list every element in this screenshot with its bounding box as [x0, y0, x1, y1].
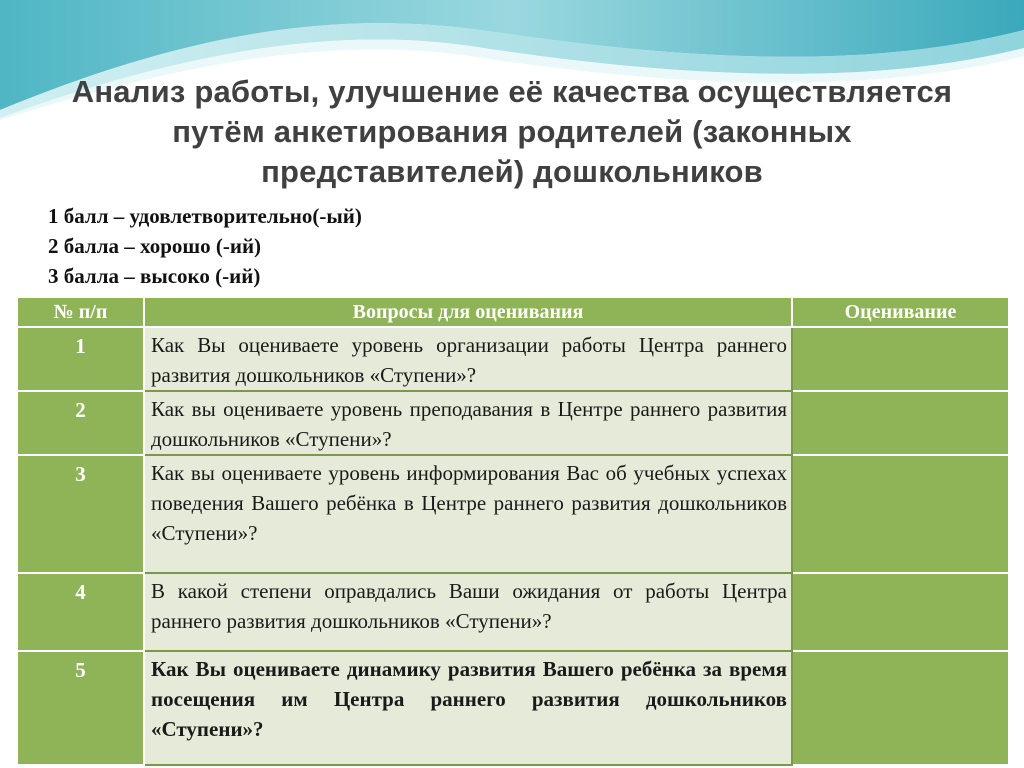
question-text: Как Вы оцениваете уровень организации работы Центра раннего развития дошкольников «Ступени»?	[144, 327, 792, 391]
slide-title-line-1: Анализ работы, улучшение её качества осуществляется	[71, 74, 953, 109]
score-legend	[48, 201, 362, 291]
question-text: В какой степени оправдались Ваши ожидания от работы Центра раннего развития дошкольников «Ступени»?	[144, 573, 792, 651]
score-cell[interactable]	[792, 573, 1009, 651]
table-row	[17, 391, 1009, 455]
column-header-score: Оценивание	[792, 297, 1009, 327]
table-row	[17, 455, 1009, 573]
question-text: Как вы оцениваете уровень преподавания в Центре раннего развития дошкольников «Ступени»?	[144, 391, 792, 455]
score-cell[interactable]	[792, 391, 1009, 455]
table-row	[17, 573, 1009, 651]
row-number: 4	[17, 573, 144, 651]
legend-item: 3 балла – высоко (-ий)	[48, 264, 261, 288]
score-cell[interactable]	[792, 651, 1009, 765]
question-text: Как Вы оцениваете динамику развития Вашего ребёнка за время посещения им Центра раннего развития дошкольников «Ступени»?	[144, 651, 792, 765]
legend-item: 2 балла – хорошо (-ий)	[48, 234, 262, 258]
table-row	[17, 327, 1009, 391]
questionnaire-table	[16, 296, 1010, 766]
slide-title-line-2: путём анкетирования родителей (законных	[172, 114, 852, 149]
question-text: Как вы оцениваете уровень информирования Вас об учебных успехах поведения Вашего ребёнка в Центре раннего развития дошкольников «Ступени»?	[144, 455, 792, 573]
row-number: 5	[17, 651, 144, 765]
table-row	[17, 651, 1009, 765]
row-number: 1	[17, 327, 144, 391]
score-cell[interactable]	[792, 327, 1009, 391]
column-header-questions: Вопросы для оценивания	[144, 297, 792, 327]
column-header-number: № п/п	[17, 297, 144, 327]
score-cell[interactable]	[792, 455, 1009, 573]
row-number: 3	[17, 455, 144, 573]
row-number: 2	[17, 391, 144, 455]
slide-title-line-3: представителей) дошкольников	[261, 154, 763, 189]
legend-item: 1 балл – удовлетворительно(-ый)	[48, 204, 362, 228]
slide-title	[20, 72, 1004, 192]
